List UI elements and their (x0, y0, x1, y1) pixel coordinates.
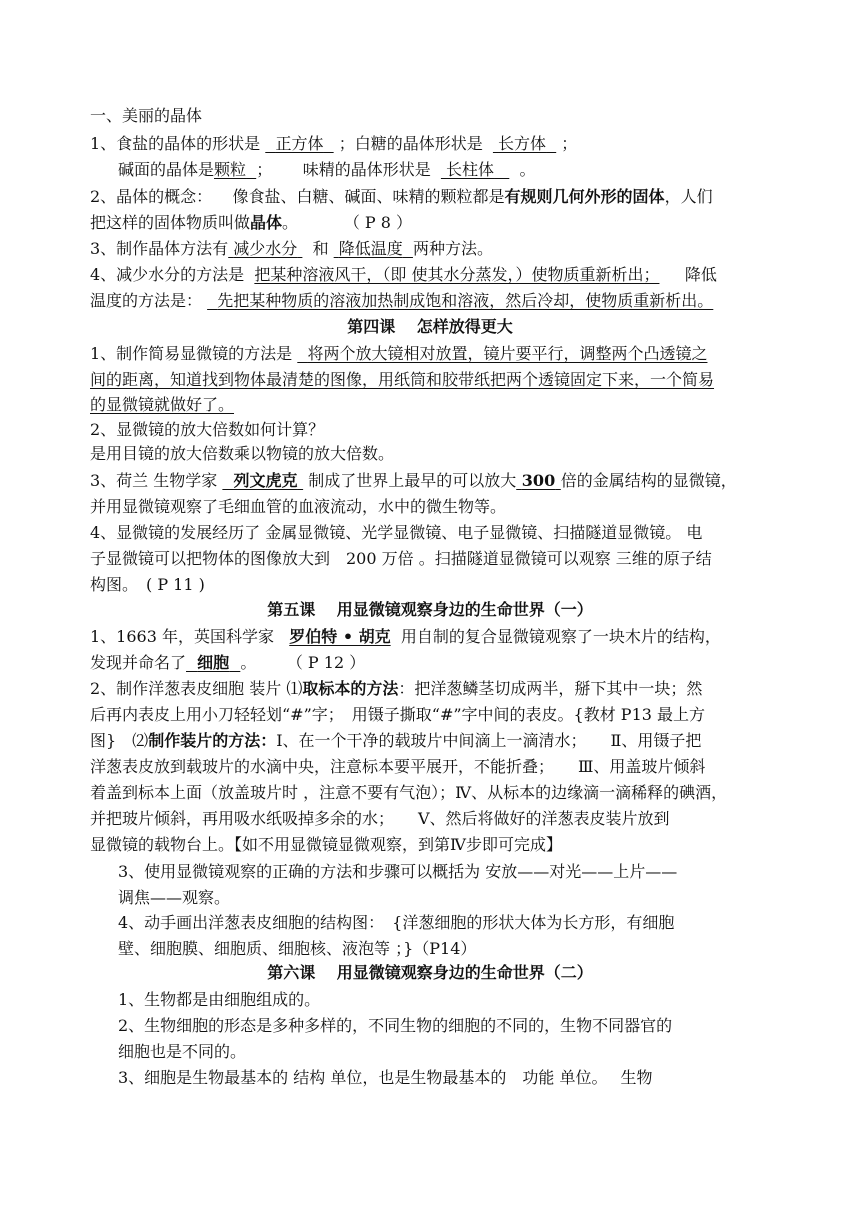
paragraph-line: 1、制作简易显微镜的方法是 将两个放大镜相对放置，镜片要平行，调整两个凸透镜之 (90, 344, 708, 363)
paragraph-line: 2、显微镜的放大倍数如何计算？ (90, 420, 325, 439)
answer-blank: 300 (521, 471, 556, 490)
paragraph-line: 2、晶体的概念： 像食盐、白糖、碱面、味精的颗粒都是有规则几何外形的固体，人们 (90, 187, 713, 206)
paragraph-line: 并用显微镜观察了毛细血管的血液流动，水中的微生物等。 (90, 497, 507, 516)
paragraph-line: 的显微镜就做好了。 (90, 395, 235, 414)
answer-blank: 长方体 (498, 134, 547, 153)
paragraph-line: 3、荷兰 生物学家 列文虎克 制成了世界上最早的可以放大 300 倍的金属结构的显微镜， (90, 471, 737, 490)
answer-blank: 颗粒 (214, 160, 247, 179)
paragraph-line: 洋葱表皮放到载玻片的水滴中央，注意标本要平展开，不能折叠； Ⅲ、用盖玻片倾斜 (90, 757, 706, 776)
paragraph-line: 调焦——观察。 (118, 888, 231, 907)
paragraph-line: 着盖到标本上面（放盖玻片时 ，注意不要有气泡）；Ⅳ、从标本的边缘滴一滴稀释的碘酒， (90, 783, 728, 802)
paragraph-line: 碱面的晶体是颗粒 ； 味精的晶体形状是 长柱体 。 (118, 160, 536, 179)
paragraph-line: 构图。 ( P 11 ) (90, 575, 205, 594)
paragraph-line: 后再内表皮上用小刀轻轻划“#”字； 用镊子撕取“#”字中间的表皮。{教材 P13 最上方 (90, 705, 706, 724)
paragraph-line: 温度的方法是： 先把某种物质的溶液加热制成饱和溶液，然后冷却，使物质重新析出。 (90, 291, 714, 310)
paragraph-line: 细胞也是不同的。 (118, 1042, 247, 1061)
paragraph-line: 壁、细胞膜、细胞质、细胞核、液泡等 ；}（P14） (118, 939, 477, 958)
section-title: 一、美丽的晶体 (90, 106, 203, 125)
paragraph-line: 显微镜的载物台上。【如不用显微镜显微观察，到第Ⅳ步即可完成】 (90, 835, 562, 854)
answer-blank: 减少水分 (233, 239, 298, 258)
paragraph-line: 发现并命名了 细胞 。 （ P 12 ） (90, 653, 366, 672)
answer-blank: 列文虎克 (233, 471, 298, 490)
paragraph-line: 4、显微镜的发展经历了 金属显微镜、光学显微镜、电子显微镜、扫描隧道显微镜。 电 (90, 523, 703, 542)
lesson-heading: 第五课 用显微镜观察身边的生命世界（一） (267, 600, 593, 619)
lesson-heading: 第四课 怎样放得更大 (347, 317, 513, 336)
paragraph-line: 3、使用显微镜观察的正确的方法和步骤可以概括为 安放——对光——上片—— (118, 862, 678, 881)
answer-blank: 把某种溶液风干，（即 使其水分蒸发，）使物质重新析出； (254, 265, 660, 284)
paragraph-line: 2、制作洋葱表皮细胞 装片 ⑴取标本的方法：把洋葱鳞茎切成两半，掰下其中一块；然 (90, 679, 703, 698)
paragraph-line: 4、减少水分的方法是 把某种溶液风干，（即 使其水分蒸发，）使物质重新析出； 降低 (90, 265, 717, 284)
paragraph-line: 图} ⑵制作装片的方法：Ⅰ、在一个干净的载玻片中间滴上一滴清水； Ⅱ、用镊子把 (90, 731, 702, 750)
answer-blank: 细胞 (197, 653, 230, 672)
paragraph-line: 1、生物都是由细胞组成的。 (118, 990, 321, 1009)
answer-blank: 罗伯特 • 胡克 (289, 627, 391, 646)
answer-blank: 长柱体 (446, 160, 495, 179)
answer-blank: 正方体 (275, 134, 324, 153)
paragraph-line: 2、生物细胞的形态是多种多样的，不同生物的细胞的不同的，生物不同器官的 (118, 1016, 673, 1035)
paragraph-line: 把这样的固体物质叫做晶体。 （ P 8 ） (90, 213, 413, 232)
paragraph-line: 3、制作晶体方法有 减少水分 和 降低温度 两种方法。 (90, 239, 493, 258)
paragraph-line: 4、动手画出洋葱表皮细胞的结构图： {洋葱细胞的形状大体为长方形，有细胞 (118, 913, 675, 932)
answer-blank: 降低温度 (338, 239, 403, 258)
answer-blank: 将两个放大镜相对放置，镜片要平行，调整两个凸透镜之 (307, 344, 708, 363)
paragraph-line: 1、食盐的晶体的形状是 正方体 ；白糖的晶体形状是 长方体 ； (90, 134, 578, 153)
lesson-heading: 第六课 用显微镜观察身边的生命世界（二） (267, 963, 593, 982)
paragraph-line: 3、细胞是生物最基本的 结构 单位，也是生物最基本的 功能 单位。 生物 (118, 1068, 653, 1087)
paragraph-line: 子显微镜可以把物体的图像放大到 200 万倍 。扫描隧道显微镜可以观察 三维的原子结 (90, 549, 712, 568)
paragraph-line: 1、1663 年，英国科学家 罗伯特 • 胡克 用自制的复合显微镜观察了一块木片的结构， (90, 627, 721, 646)
paragraph-line: 并把玻片倾斜，再用吸水纸吸掉多余的水； Ⅴ、然后将做好的洋葱表皮装片放到 (90, 809, 670, 828)
paragraph-line: 是用目镜的放大倍数乘以物镜的放大倍数。 (90, 444, 395, 463)
paragraph-line: 间的距离，知道找到物体最清楚的图像，用纸筒和胶带纸把两个透镜固定下来，一个简易 (90, 370, 715, 389)
answer-blank: 先把某种物质的溶液加热制成饱和溶液，然后冷却，使物质重新析出。 (217, 291, 714, 310)
